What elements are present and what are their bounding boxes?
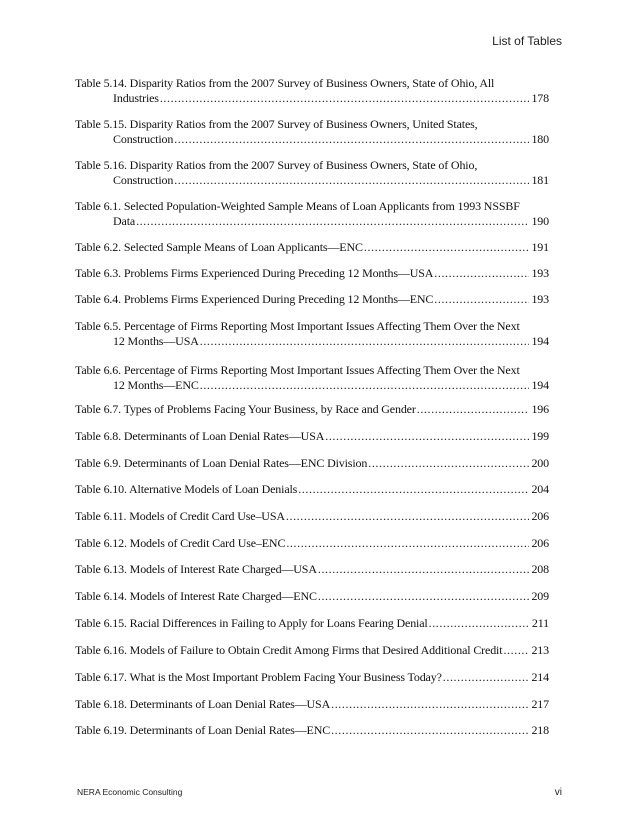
toc-entry-title: Table 5.16. Disparity Ratios from the 2007 Survey of Business Owners, State of Ohio, [75, 158, 478, 172]
toc-entry-table-6-14[interactable] [75, 589, 549, 604]
toc-entry-page: 194 [531, 334, 549, 348]
toc-entry-page: 193 [531, 292, 549, 306]
toc-entry-title-continued: 12 Months—USA [113, 334, 199, 348]
toc-entry-title: Table 6.16. Models of Failure to Obtain Credit Among Firms that Desired Additional Credit [75, 643, 503, 657]
toc-entry-title: Table 5.15. Disparity Ratios from the 2007 Survey of Business Owners, United States, [75, 117, 478, 131]
toc-entry-page: 204 [531, 482, 549, 496]
toc-entry-page: 206 [531, 509, 549, 523]
toc-entry-title: Table 6.1. Selected Population-Weighted Sample Means of Loan Applicants from 1993 NSSBF [75, 199, 520, 213]
toc-entry-title: Table 6.18. Determinants of Loan Denial Rates—USA [75, 697, 331, 711]
dot-leader [174, 132, 529, 147]
toc-entry-table-6-8[interactable] [75, 429, 549, 444]
toc-entry-table-6-9[interactable] [75, 456, 549, 471]
toc-entry-page: 194 [531, 378, 549, 392]
toc-entry-page: 200 [531, 456, 549, 470]
toc-entry-title: Table 6.14. Models of Interest Rate Charged—ENC [75, 589, 317, 603]
toc-entry-title: Table 6.17. What is the Most Important Problem Facing Your Business Today? [75, 670, 442, 684]
toc-entry-table-6-10[interactable] [75, 482, 549, 497]
toc-entry-page: 191 [531, 240, 549, 254]
toc-entry-title: Table 6.8. Determinants of Loan Denial Rates—USA [75, 429, 325, 443]
dot-leader [318, 562, 530, 577]
toc-entry-table-6-16[interactable] [75, 643, 549, 658]
toc-entry-table-6-11[interactable] [75, 509, 549, 524]
toc-entry-title-continued: Construction [113, 132, 174, 146]
toc-entry-title: Table 6.5. Percentage of Firms Reporting Most Important Issues Affecting Them Over the Next [75, 319, 520, 333]
toc-entry-title: Table 6.7. Types of Problems Facing Your Business, by Race and Gender [75, 402, 416, 416]
toc-entry-page: 178 [531, 91, 549, 105]
toc-entry-title: Table 5.14. Disparity Ratios from the 2007 Survey of Business Owners, State of Ohio, All [75, 76, 495, 90]
toc-entry-page: 209 [531, 589, 549, 603]
dot-leader [503, 643, 529, 658]
dot-leader [434, 292, 529, 307]
dot-leader [318, 589, 530, 604]
toc-entry-page: 180 [531, 132, 549, 146]
toc-entry-page: 218 [531, 723, 549, 737]
toc-entry-table-6-5[interactable] [75, 319, 549, 349]
toc-entry-page: 208 [531, 562, 549, 576]
toc-entry-title: Table 6.9. Determinants of Loan Denial Rates—ENC Division [75, 456, 368, 470]
toc-entry-title-continued: Construction [113, 173, 174, 187]
toc-entry-table-6-4[interactable] [75, 292, 549, 307]
toc-entry-page: 190 [531, 214, 549, 228]
toc-entry-table-6-19[interactable] [75, 723, 549, 738]
toc-entry-page: 206 [531, 536, 549, 550]
toc-entry-table-6-17[interactable] [75, 670, 549, 685]
toc-entry-table-6-6[interactable] [75, 363, 549, 393]
toc-entry-table-5-16[interactable] [75, 158, 549, 188]
toc-entry-title: Table 6.2. Selected Sample Means of Loan Applicants—ENC [75, 240, 363, 254]
page-header-title: List of Tables [492, 34, 562, 48]
dot-leader [325, 429, 529, 444]
toc-entry-table-6-12[interactable] [75, 536, 549, 551]
toc-entry-page: 181 [531, 173, 549, 187]
toc-entry-table-6-1[interactable] [75, 199, 549, 229]
dot-leader [298, 482, 529, 497]
toc-entry-title: Table 6.13. Models of Interest Rate Charged—USA [75, 562, 317, 576]
toc-entry-table-6-7[interactable] [75, 402, 549, 417]
dot-leader [200, 378, 530, 393]
dot-leader [331, 723, 529, 738]
footer-page-number: vi [554, 787, 562, 798]
toc-entry-title: Table 6.10. Alternative Models of Loan Denials [75, 482, 298, 496]
toc-entry-title: Table 6.6. Percentage of Firms Reporting Most Important Issues Affecting Them Over the Next [75, 363, 520, 377]
toc-entry-title: Table 6.3. Problems Firms Experienced During Preceding 12 Months—USA [75, 266, 434, 280]
dot-leader [286, 509, 530, 524]
dot-leader [364, 240, 530, 255]
toc-entry-page: 217 [531, 697, 549, 711]
dot-leader [368, 456, 529, 471]
toc-entry-table-6-18[interactable] [75, 697, 549, 712]
dot-leader [429, 616, 530, 631]
toc-entry-page: 193 [531, 266, 549, 280]
dot-leader [331, 697, 529, 712]
toc-entry-title: Table 6.11. Models of Credit Card Use–USA [75, 509, 285, 523]
page-footer [77, 787, 562, 798]
toc-entry-table-6-2[interactable] [75, 240, 549, 255]
toc-entry-table-5-14[interactable] [75, 76, 549, 106]
toc-entry-page: 211 [531, 616, 549, 630]
toc-entry-page: 196 [531, 402, 549, 416]
dot-leader [434, 266, 529, 281]
dot-leader [136, 214, 529, 229]
dot-leader [200, 334, 530, 349]
toc-entry-page: 213 [531, 643, 549, 657]
toc-entry-title: Table 6.19. Determinants of Loan Denial Rates—ENC [75, 723, 331, 737]
toc-entry-page: 199 [531, 429, 549, 443]
footer-company: NERA Economic Consulting [77, 787, 183, 797]
dot-leader [174, 173, 529, 188]
toc-entry-title-continued: 12 Months—ENC [113, 378, 199, 392]
toc-entry-title: Table 6.12. Models of Credit Card Use–ENC [75, 536, 286, 550]
dot-leader [160, 91, 530, 106]
toc-entry-title: Table 6.4. Problems Firms Experienced During Preceding 12 Months—ENC [75, 292, 434, 306]
toc-entry-title-continued: Data [113, 214, 136, 228]
toc-entry-table-6-3[interactable] [75, 266, 549, 281]
toc-entry-table-6-13[interactable] [75, 562, 549, 577]
toc-entry-table-6-15[interactable] [75, 616, 549, 631]
toc-entry-title: Table 6.15. Racial Differences in Failing to Apply for Loans Fearing Denial [75, 616, 428, 630]
toc-entry-title-continued: Industries [113, 91, 159, 105]
dot-leader [443, 670, 530, 685]
toc-entry-table-5-15[interactable] [75, 117, 549, 147]
dot-leader [286, 536, 529, 551]
toc-entry-page: 214 [531, 670, 549, 684]
dot-leader [417, 402, 530, 417]
